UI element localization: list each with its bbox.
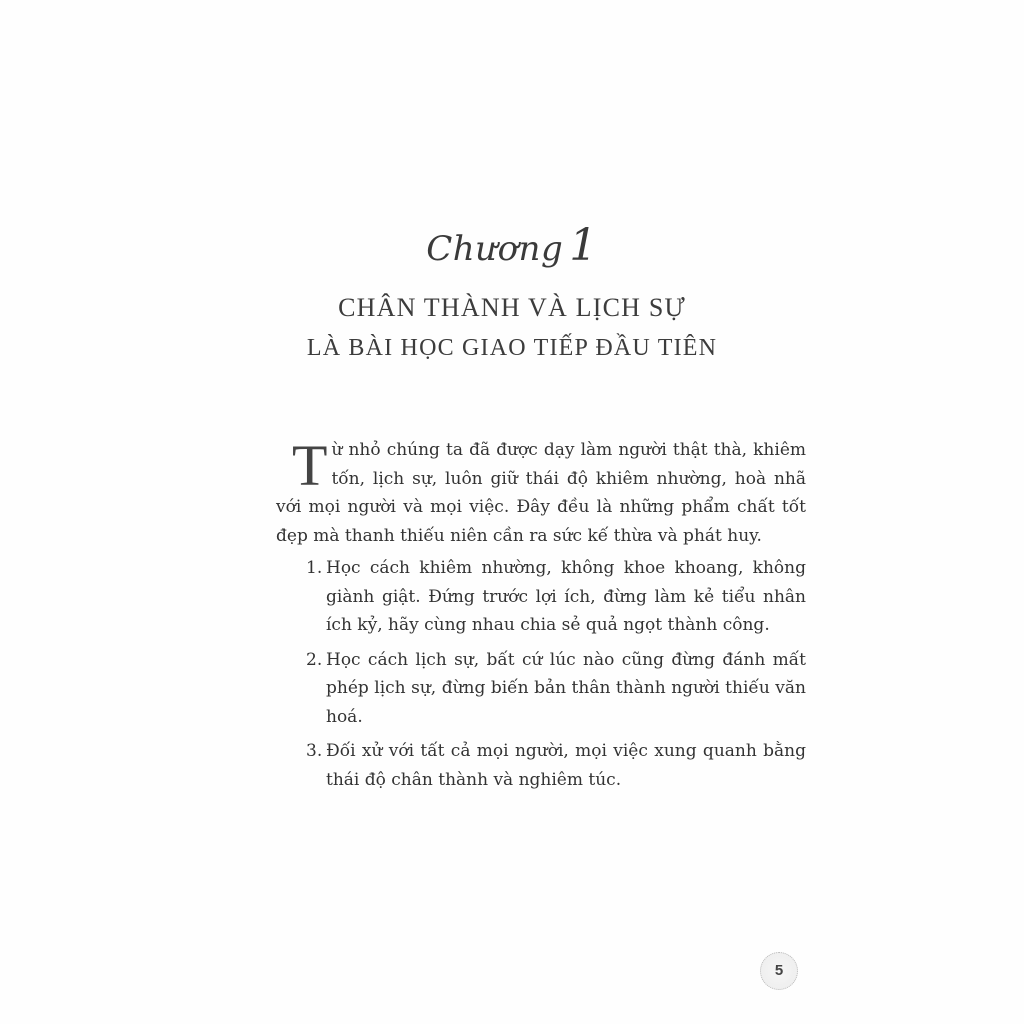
list-item	[276, 737, 806, 794]
list-item	[276, 646, 806, 732]
chapter-title-line-1-text: CHÂN THÀNH VÀ LỊCH SỰ	[338, 293, 686, 322]
chapter-body	[276, 433, 806, 800]
intro-paragraph	[276, 433, 806, 550]
chapter-title-line-2	[0, 327, 1024, 367]
list-item	[276, 554, 806, 640]
drop-cap: T	[292, 433, 328, 498]
page-number: 5	[760, 952, 798, 990]
chapter-label	[0, 220, 1024, 271]
list-item-text: Đối xử với tất cả mọi người, mọi việc xung quanh bằng thái độ chân thành và nghiêm túc.	[326, 741, 806, 790]
chapter-number: 1	[569, 220, 598, 271]
list-item-text: Học cách lịch sự, bất cứ lúc nào cũng đừng đánh mất phép lịch sự, đừng biến bản thân thành người thiếu văn hoá.	[326, 649, 806, 727]
intro-paragraph-text: ừ nhỏ chúng ta đã được dạy làm người thật thà, khiêm tốn, lịch sự, luôn giữ thái độ khiêm nhường, hoà nhã với mọi người và mọi việc. Đây đều là những phẩm chất tốt đẹp mà thanh thiếu niên cần ra sức kế thừa và phát huy.	[276, 440, 806, 546]
list-item-number: 2.	[306, 649, 323, 670]
numbered-list	[276, 554, 806, 794]
chapter-title-line-1	[0, 288, 1024, 327]
chapter-title	[0, 288, 1024, 367]
list-item-number: 3.	[306, 741, 323, 761]
chapter-word: Chương	[426, 229, 564, 269]
list-item-text: Học cách khiêm nhường, không khoe khoang, không giành giật. Đứng trước lợi ích, đừng làm kẻ tiểu nhân ích kỷ, hãy cùng nhau chia sẻ quả ngọt thành công.	[326, 558, 806, 635]
list-item-number: 1.	[306, 558, 323, 578]
chapter-title-line-2-text: LÀ BÀI HỌC GIAO TIẾP ĐẦU TIÊN	[306, 335, 718, 361]
